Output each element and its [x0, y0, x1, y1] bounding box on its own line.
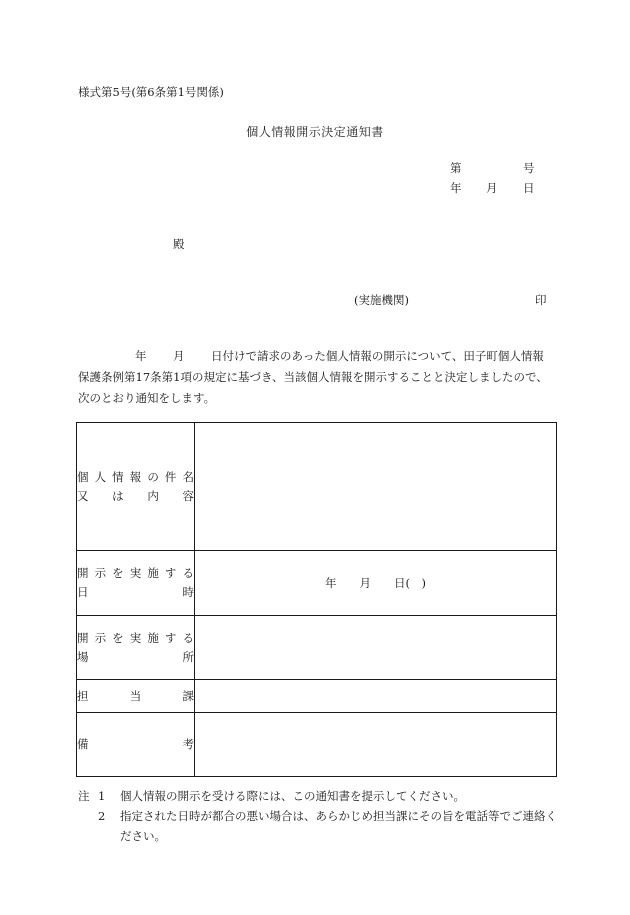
table-row-subject: [77, 423, 557, 551]
addressee-honorific: 殿: [173, 237, 185, 251]
note-text: 指定された日時が都合の悪い場合は、あらかじめ担当課にその旨を電話等でご連絡ください。: [120, 809, 557, 843]
document-title: 個人情報開示決定通知書: [246, 125, 384, 139]
disclosure-info-table: [76, 422, 557, 777]
label-line: 個 人 情 報 の 件 名: [77, 469, 194, 484]
value-subject[interactable]: [195, 423, 557, 551]
request-date-year: 年: [135, 349, 147, 363]
label-datetime: [77, 551, 195, 616]
notice-body-line1: [78, 346, 560, 367]
issue-date-day: 日: [523, 181, 535, 195]
label-line: 担 当 課: [77, 688, 194, 703]
notice-body: [78, 346, 560, 409]
table-row-department: [77, 680, 557, 713]
agency-label: (実施機関): [354, 293, 409, 307]
notice-body-line3: 次のとおり通知をします。: [78, 391, 216, 405]
seal-label: 印: [535, 293, 547, 307]
ref-number-dai: 第: [450, 161, 462, 175]
label-department: [77, 680, 195, 713]
label-line: 場 所: [77, 649, 194, 664]
issue-date-year: 年: [450, 181, 462, 195]
label-line: 備 考: [77, 737, 194, 751]
label-line: 日 時: [77, 585, 194, 599]
ref-number-go: 号: [523, 161, 535, 175]
value-remarks[interactable]: [195, 713, 557, 777]
request-date-month: 月: [173, 349, 185, 363]
note-number: 1: [98, 789, 106, 803]
label-subject: [77, 423, 195, 551]
note-item: [78, 806, 560, 846]
value-place[interactable]: [195, 616, 557, 680]
note-text: 個人情報の開示を受ける際には、この通知書を提示してください。: [120, 789, 465, 803]
label-remarks: [77, 713, 195, 777]
note-number: 2: [98, 809, 106, 823]
label-line: 開 示 を 実 施 す る: [77, 630, 194, 645]
label-line: 又 は 内 容: [77, 488, 194, 503]
notice-body-line2: 保護条例第17条第1項の規定に基づき、当該個人情報を開示することと決定しましたので、: [78, 370, 548, 384]
notice-body-line1-text: 日付けで請求のあった個人情報の開示について、田子町個人情報: [211, 349, 544, 363]
notes-head: 注: [78, 789, 90, 803]
form-number: 様式第5号(第6条第1号関係): [78, 85, 224, 99]
note-item: [78, 786, 560, 806]
label-line: 開 示 を 実 施 す る: [77, 566, 194, 580]
table-row-remarks: [77, 713, 557, 777]
table-row-place: [77, 616, 557, 680]
value-department[interactable]: [195, 680, 557, 713]
table-row-datetime: [77, 551, 557, 616]
label-place: [77, 616, 195, 680]
issue-date-month: 月: [486, 181, 498, 195]
value-datetime[interactable]: 年 月 日( ): [195, 551, 557, 616]
notes-section: [78, 786, 560, 846]
